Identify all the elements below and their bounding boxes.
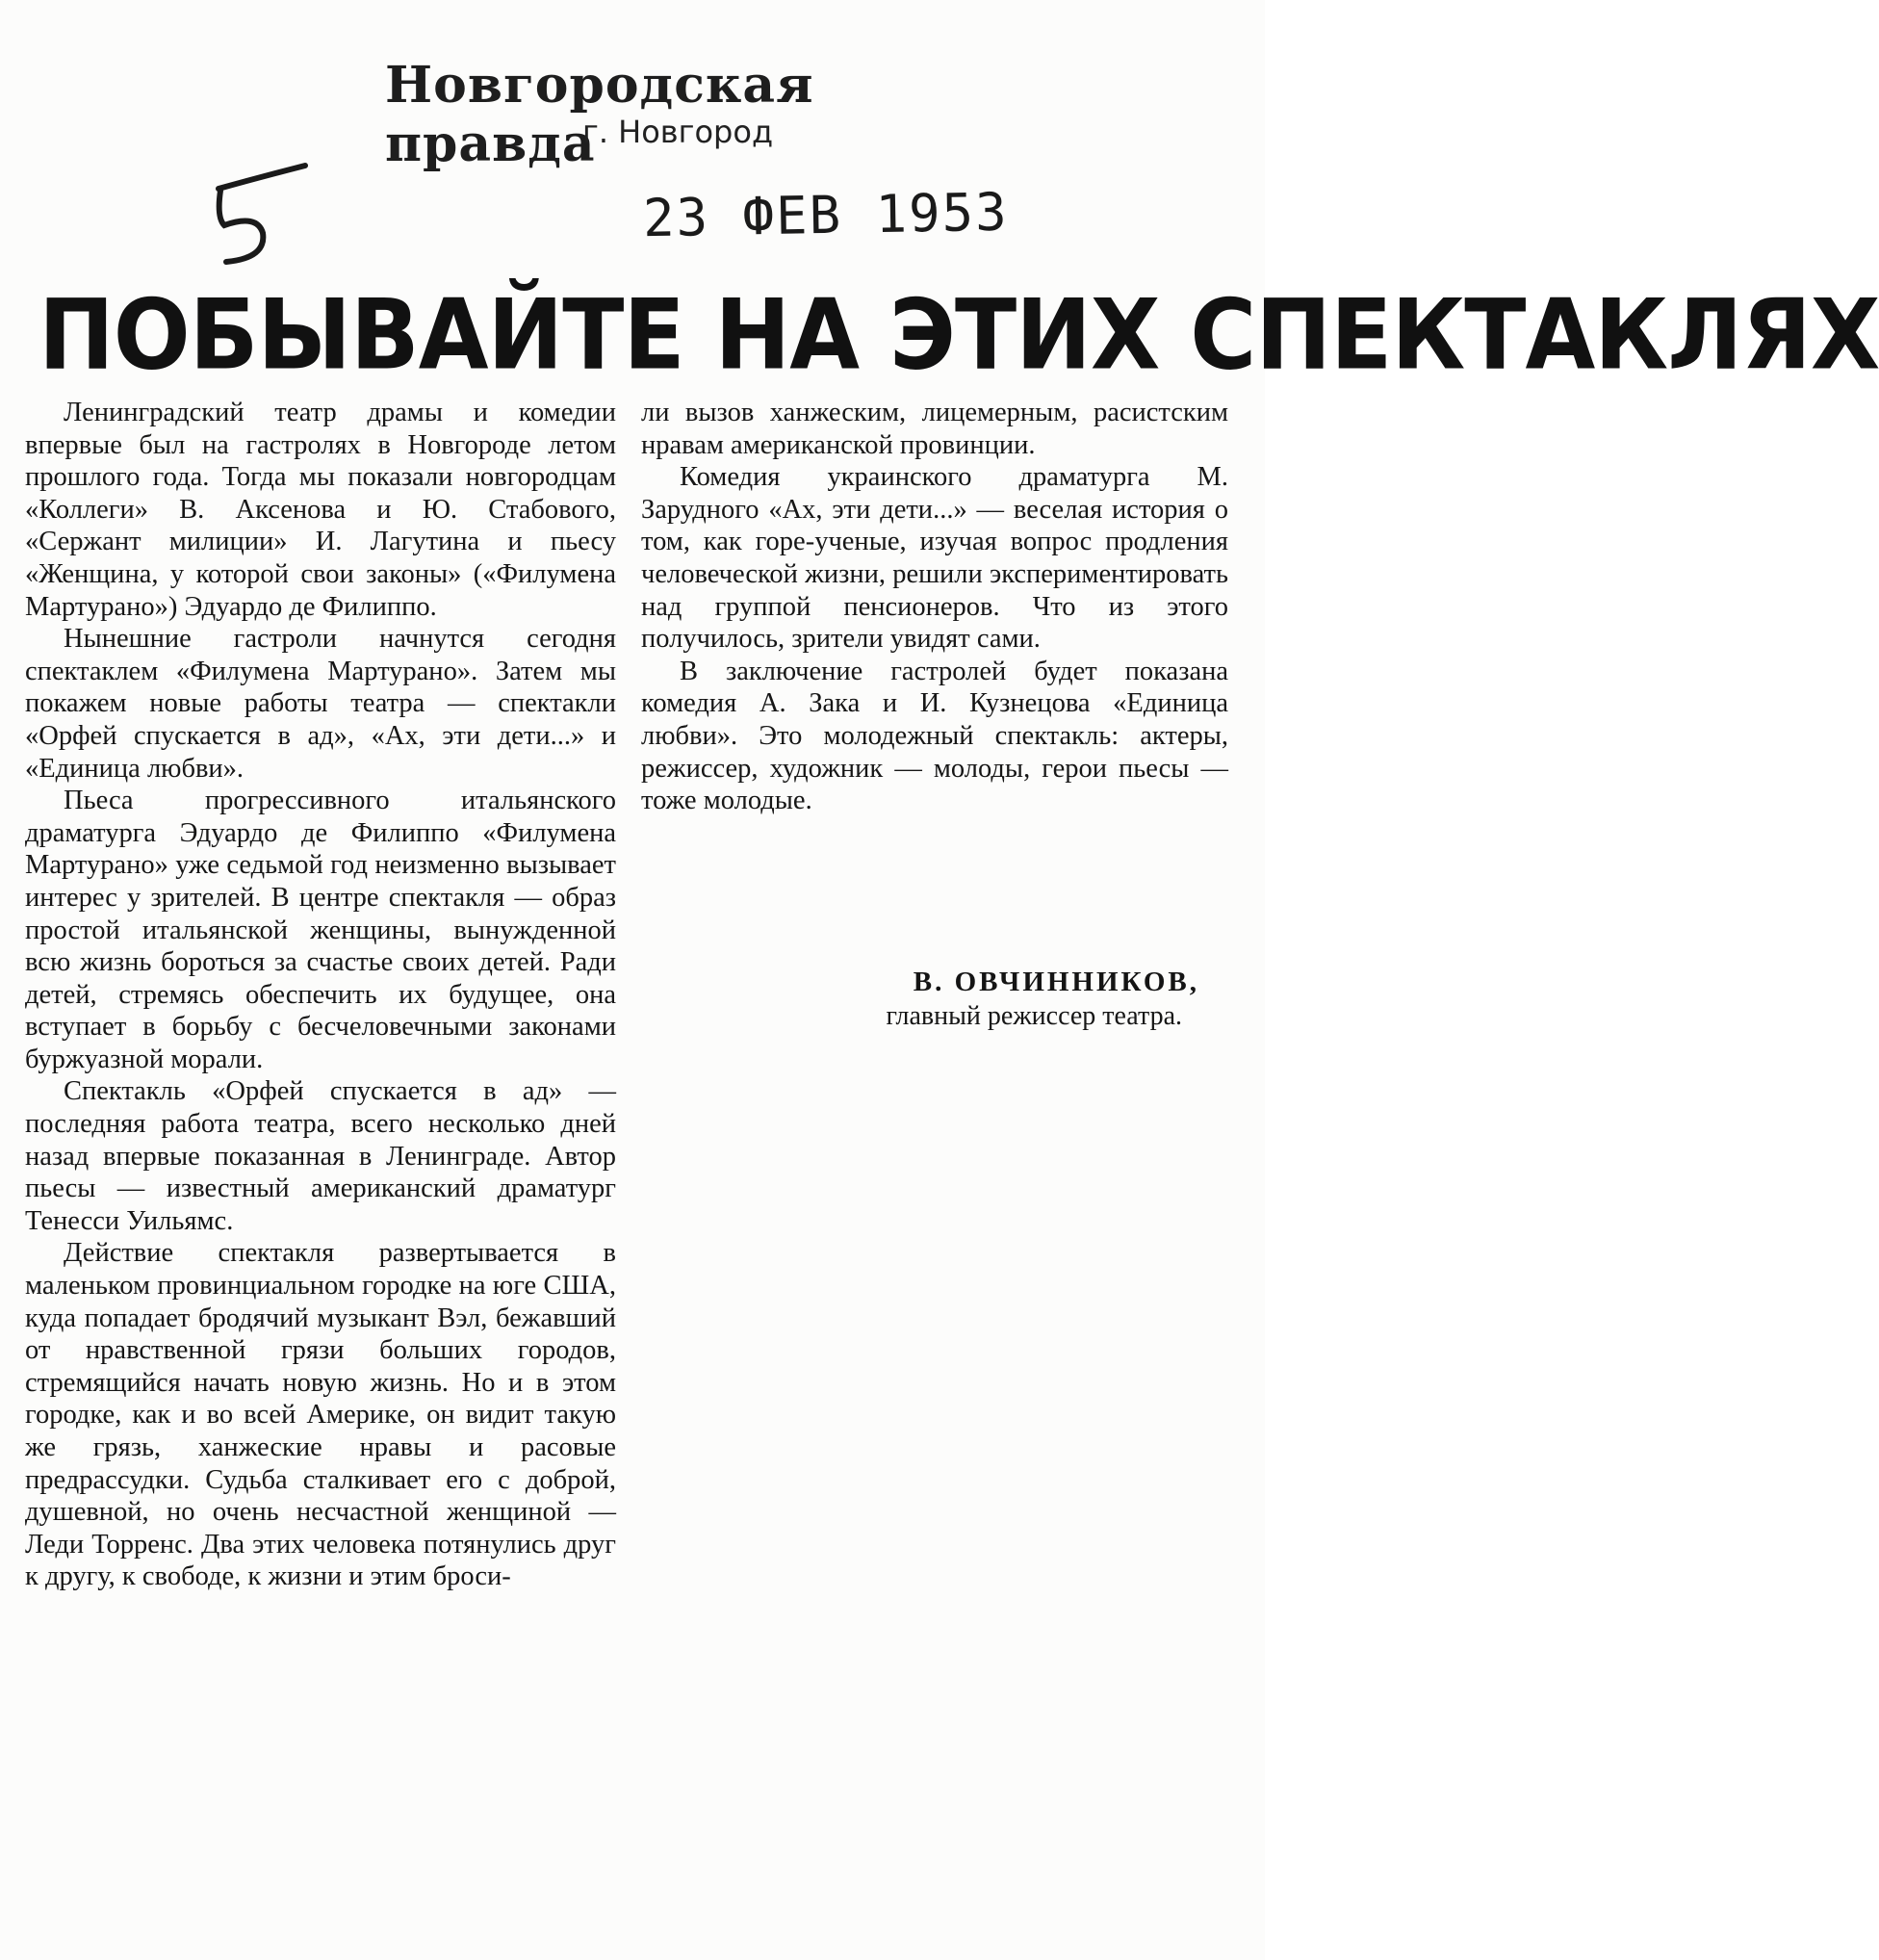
- article-paragraph: Спектакль «Орфей спускается в ад» — последняя работа театра, всего несколько дней назад впервые показанная в Ленинграде. Автор пьесы — известный американский драматург Тенесси Уильямс.: [25, 1076, 616, 1236]
- article-paragraph: Пьеса прогрессивного итальянского драматурга Эдуардо де Филиппо «Филумена Мартурано» уже седьмой год неизменно вызывает интерес у зрителей. В центре спектакля — образ простой итальянской женщины, вынужденной всю жизнь бороться за счастье своих детей. Ради детей, стремясь обеспечить их будущее, она вступает в борьбу с бесчеловечными законами буржуазной морали.: [25, 786, 616, 1074]
- article-paragraph: В заключение гастролей будет показана комедия А. Зака и И. Кузнецова «Единица любви». Это молодежный спектакль: актеры, режиссер, художник — молоды, герои пьесы — тоже молодые.: [641, 656, 1228, 816]
- article-author: В. ОВЧИННИКОВ,: [913, 967, 1199, 997]
- article-paragraph: Ленинградский театр драмы и комедии впервые был на гастролях в Новгороде летом прошлого года. Тогда мы показали новгородцам «Коллеги» В. Аксенова и Ю. Стабового, «Сержант милиции» И. Лагутина и пьесу «Женщина, у которой свои законы» («Филумена Мартурано») Эдуардо де Филиппо.: [25, 398, 616, 622]
- handwritten-archive-mark: [207, 162, 313, 268]
- archive-date-stamp: 23 ФЕВ 1953: [642, 181, 1010, 249]
- article-paragraph: Действие спектакля развертывается в маленьком провинциальном городке на юге США, куда попадает бродячий музыкант Вэл, бежавший от нравственной грязи больших городов, стремящийся начать новую жизнь. Но и в этом городке, как и во всей Америке, он видит такую же грязь, ханжеские нравы и расовые предрассудки. Судьба сталкивает его с доброй, душевной, но очень несчастной женщиной — Леди Торренс. Два этих человека потянулись друг к другу, к свободе, к жизни и этим броси-: [25, 1238, 616, 1592]
- article-paragraph-continuation: ли вызов ханжеским, лицемерным, расистским нравам американской провинции.: [641, 398, 1228, 460]
- article-headline: ПОБЫВАЙТЕ НА ЭТИХ СПЕКТАКЛЯХ: [39, 277, 1879, 392]
- newspaper-masthead: Новгородская правда: [385, 56, 814, 173]
- newspaper-city: г. Новгород: [582, 114, 774, 150]
- article-column-left: [25, 397, 616, 1593]
- article-author-role: главный режиссер театра.: [886, 1001, 1182, 1031]
- article-column-right: [641, 397, 1228, 817]
- article-paragraph: Комедия украинского драматурга М. Зарудного «Ах, эти дети...» — веселая история о том, как горе-ученые, изучая вопрос продления человеческой жизни, решили экспериментировать над группой пенсионеров. Что из этого получилось, зрители увидят сами.: [641, 462, 1228, 655]
- article-paragraph: Нынешние гастроли начнутся сегодня спектаклем «Филумена Мартурано». Затем мы покажем новые работы театра — спектакли «Орфей спускается в ад», «Ах, эти дети...» и «Единица любви».: [25, 624, 616, 784]
